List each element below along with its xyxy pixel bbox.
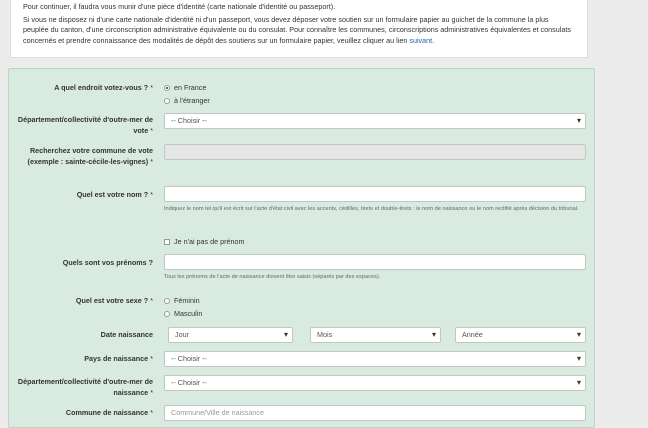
- checkbox-no-prenom[interactable]: [164, 237, 245, 247]
- label-vote-place: A quel endroit votez-vous ? *: [54, 83, 153, 92]
- radio-etranger[interactable]: [164, 96, 210, 106]
- help-nom: Indiquez le nom tel qu'il est écrit sur l'acte d'état civil avec les accents, cédilles, tirets et double-tirets : le nom de naissance ou le nom rectifié après décision du tribunal.: [164, 206, 579, 212]
- radio-checked-icon: [164, 85, 170, 91]
- radio-unchecked-icon: [164, 98, 170, 104]
- label-departement: Département/collectivité d'outre-mer de vote *: [17, 115, 153, 135]
- radio-feminin-label: Féminin: [174, 296, 200, 305]
- label-pays: Pays de naissance *: [84, 354, 153, 363]
- radio-en-france-label: en France: [174, 83, 207, 92]
- select-pays[interactable]: -- Choisir -- ▾: [164, 351, 586, 367]
- info-paragraph-2: [23, 15, 575, 46]
- input-prenoms[interactable]: [164, 254, 586, 270]
- select-mois[interactable]: Mois ▾: [310, 327, 441, 343]
- checkbox-icon: [164, 239, 170, 245]
- link-suivant[interactable]: suivant: [409, 35, 433, 45]
- input-commune-naissance[interactable]: [164, 405, 586, 421]
- label-date-naissance: Date naissance: [100, 330, 153, 339]
- radio-unchecked-icon: [164, 298, 170, 304]
- label-prenoms: Quels sont vos prénoms ?: [62, 258, 153, 267]
- input-nom[interactable]: [164, 186, 586, 202]
- info-box: [10, 0, 588, 58]
- placeholder-commune-naissance: Commune/Ville de naissance: [171, 408, 264, 417]
- label-dept-naissance: Département/collectivité d'outre-mer de naissance *: [17, 377, 153, 397]
- select-departement[interactable]: -- Choisir -- ▾: [164, 113, 586, 129]
- info-paragraph-2-text: Si vous ne disposez ni d'une carte nationale d'identité ni d'un passeport, vous devez déposer votre soutien sur un formulaire papier au guichet de la commune la plus peuplée du canton, d'une circonscription administrative équivalente ou du consulat. Pour connaître les communes, circonscriptions administratives équivalentes et consulats concernés et prendre connaissance des modalités de dépôt des soutiens sur un formulaire papier, veuillez cliquer au lien: [23, 15, 571, 45]
- radio-en-france[interactable]: [164, 83, 206, 93]
- label-nom: Quel est votre nom ? *: [76, 190, 153, 199]
- radio-etranger-label: à l'étranger: [174, 96, 210, 105]
- label-commune-naissance: Commune de naissance *: [65, 408, 153, 417]
- label-sexe: Quel est votre sexe ? *: [75, 296, 153, 305]
- info-paragraph-1: Pour continuer, il faudra vous munir d'une pièce d'identité (carte nationale d'identité ou passeport).: [23, 2, 336, 11]
- select-jour[interactable]: Jour ▾: [168, 327, 293, 343]
- select-annee[interactable]: Année ▾: [455, 327, 586, 343]
- radio-unchecked-icon: [164, 311, 170, 317]
- radio-masculin[interactable]: [164, 309, 202, 319]
- checkbox-no-prenom-label: Je n'ai pas de prénom: [174, 237, 245, 246]
- input-commune-search[interactable]: [164, 144, 586, 160]
- radio-feminin[interactable]: [164, 296, 200, 306]
- info-paragraph-2-end: .: [432, 35, 435, 45]
- label-commune-search: Recherchez votre commune de vote (exemple : sainte-cécile-les-vignes) *: [27, 146, 153, 166]
- select-dept-naissance[interactable]: -- Choisir -- ▾: [164, 375, 586, 391]
- form-panel: [8, 68, 595, 428]
- radio-masculin-label: Masculin: [174, 309, 203, 318]
- help-prenoms: Tous les prénoms de l'acte de naissance doivent être saisis (séparés par des espaces).: [164, 274, 381, 280]
